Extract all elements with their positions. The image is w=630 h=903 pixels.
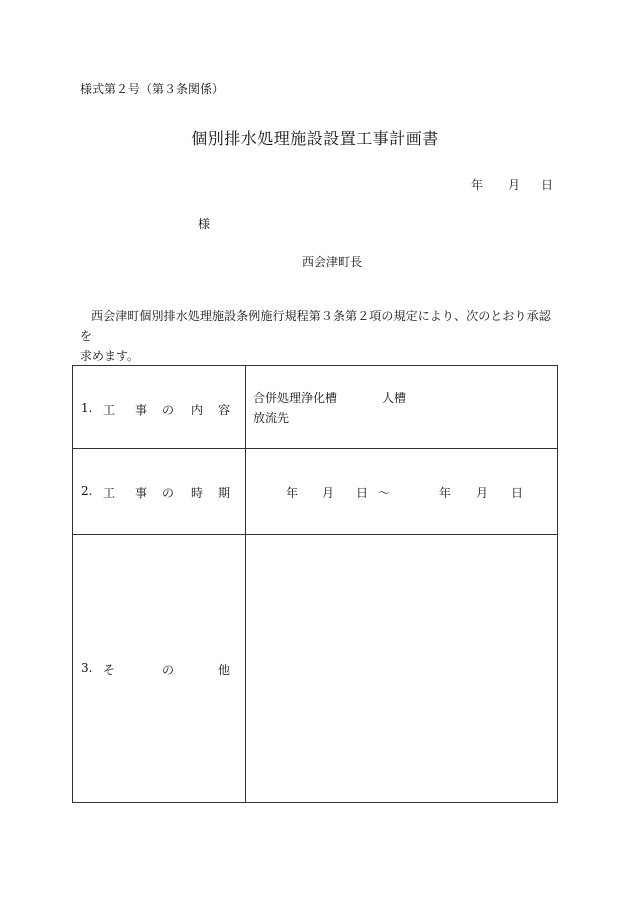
row-number: 3. [81, 661, 93, 676]
recipient-mayor: 西会津町長 [302, 255, 363, 269]
document-title: 個別排水処理施設設置工事計画書 [191, 129, 439, 148]
other-field[interactable] [246, 535, 558, 803]
label-char: 他 [218, 663, 231, 678]
form-number: 様式第２号（第３条関係） [80, 82, 225, 96]
plan-form-table [72, 365, 558, 803]
request-text-line1: 西会津町個別排水処理施設条例施行規程第３条第２項の規定により、次のとおり承認を [80, 309, 551, 343]
label-char: 事 [135, 403, 148, 417]
date-month: 月 [508, 178, 521, 192]
label-char: 期 [218, 486, 231, 501]
label-char: の [162, 663, 175, 678]
label-other [73, 535, 246, 803]
label-char: 内 [191, 403, 204, 417]
work-period-field[interactable] [246, 449, 558, 535]
date-day: 日 [541, 178, 554, 192]
table-row-work-period [73, 449, 558, 535]
label-char: の [162, 403, 175, 417]
table-row-other [73, 535, 558, 803]
table-row-work-content [73, 366, 558, 449]
period-tilde: ～ [378, 486, 391, 501]
label-char: 時 [191, 486, 204, 501]
end-year: 年 [439, 486, 452, 501]
label-work-content [73, 366, 246, 449]
request-text-line2: 求めます。 [80, 349, 140, 363]
start-year: 年 [286, 486, 299, 501]
date-year: 年 [471, 178, 484, 192]
label-char: 事 [135, 486, 148, 501]
work-content-field[interactable] [246, 366, 558, 449]
request-text [80, 306, 560, 366]
row-number: 2. [81, 484, 93, 499]
discharge-destination-label: 放流先 [253, 411, 290, 425]
end-month: 月 [476, 486, 489, 501]
label-char: 容 [218, 403, 231, 417]
label-work-period [73, 449, 246, 535]
label-char: の [162, 486, 175, 501]
addressee-honorific: 様 [198, 217, 211, 231]
start-day: 日 [356, 486, 369, 501]
start-month: 月 [322, 486, 335, 501]
label-char: 工 [103, 403, 116, 417]
label-char: そ [103, 663, 116, 678]
capacity-unit: 人槽 [382, 391, 407, 405]
row-number: 1. [81, 401, 93, 415]
label-char: 工 [103, 486, 116, 501]
septic-tank-label: 合併処理浄化槽 [253, 391, 338, 405]
end-day: 日 [511, 486, 524, 501]
